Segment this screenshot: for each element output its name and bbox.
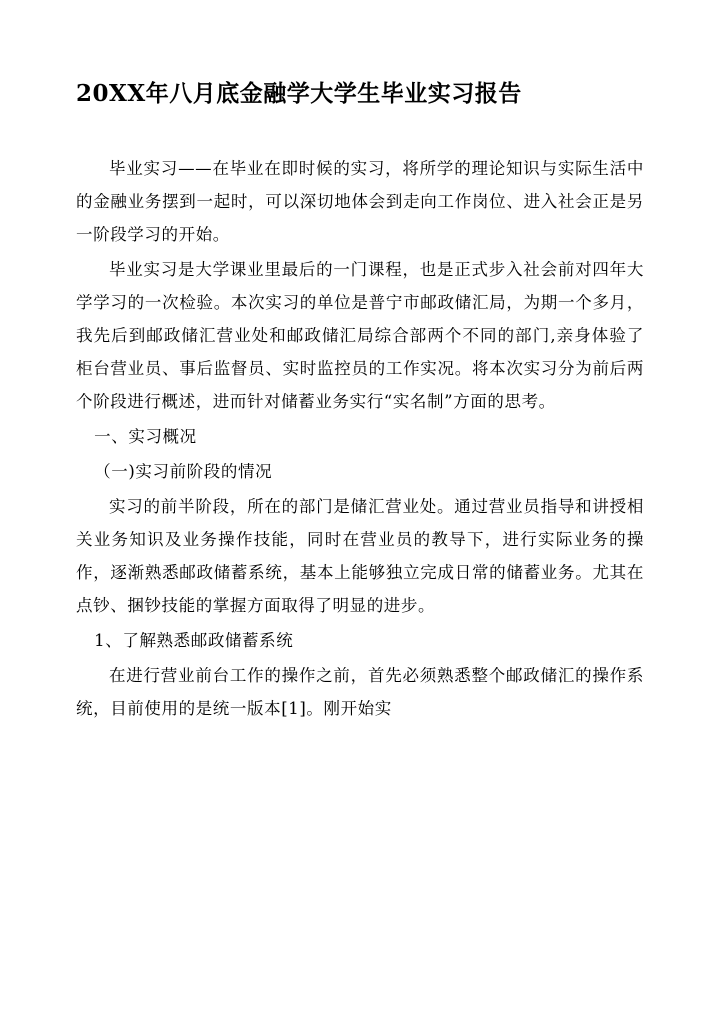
list-item-heading: 1、了解熟悉邮政储蓄系统 (94, 631, 294, 651)
section-heading: 一、实习概况 (94, 427, 197, 447)
paragraph: 实习的前半阶段，所在的部门是储汇营业处。通过营业员指导和讲授相关业务知识及业务操作技能，同时在营业员的教导下，进行实际业务的操作，逐渐熟悉邮政储蓄系统，基本上能够独立完成日常的储蓄业务。尤其在点钞、捆钞技能的掌握方面取得了明显的进步。 (76, 497, 644, 616)
page-title: 20XX年八月底金融学大学生毕业实习报告 (76, 80, 522, 107)
paragraph: 在进行营业前台工作的操作之前，首先必须熟悉整个邮政储汇的操作系统，目前使用的是统一版本[1]。刚开始实 (76, 666, 644, 719)
paragraph: 毕业实习——在毕业在即时候的实习，将所学的理论知识与实际生活中的金融业务摆到一起时，可以深切地体会到走向工作岗位、进入社会正是另一阶段学习的开始。 (76, 159, 644, 245)
document-body (76, 152, 644, 725)
paragraph: 毕业实习是大学课业里最后的一门课程，也是正式步入社会前对四年大学学习的一次检验。本次实习的单位是普宁市邮政储汇局，为期一个多月，我先后到邮政储汇营业处和邮政储汇局综合部两个不同的部门,亲身体验了柜台营业员、事后监督员、实时监控员的工作实况。将本次实习分为前后两个阶段进行概述，进而针对储蓄业务实行“实名制”方面的思考。 (76, 260, 644, 412)
subsection-heading: （一)实习前阶段的情况 (94, 462, 273, 482)
